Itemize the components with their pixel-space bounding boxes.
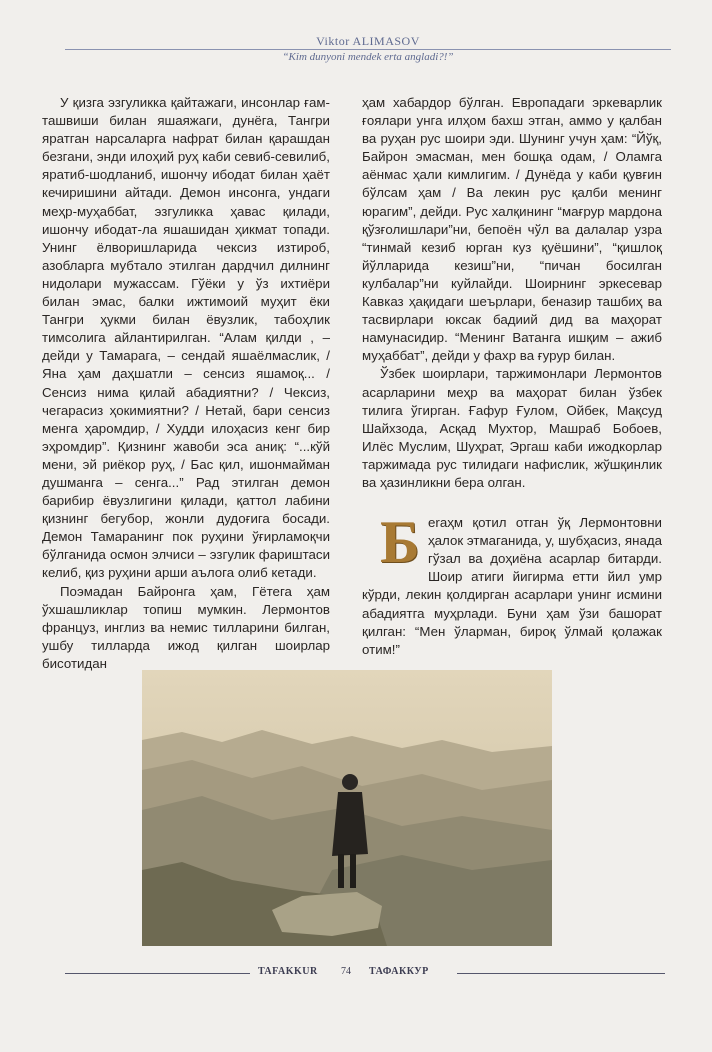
right-paragraph-2: Ўзбек шоирлари, таржимонлари Лермонтов асарларини меҳр ва маҳорат билан ўзбек тилига ўгирган. Ғафур Ғулом, Ойбек, Мақсуд Шайхзода, Асқад Мухтор, Машраб Бобоев, Илёс Муслим, Шуҳрат, Эргаш каби ижодкорлар таржимада рус тилидаги нафислик, жўшқинлик ва ҳазинликни бера олган. [362, 366, 662, 490]
footer-journal-latin: TAFAKKUR [258, 966, 318, 977]
drop-cap: Б [380, 509, 420, 576]
right-paragraph-1: ҳам хабардор бўлган. Европадаги эркеварлик ғоялари унга илҳом бахш этган, аммо у қалбан ва руҳан рус шоири эди. Шунинг учун ҳам: “Йўқ, Байрон эмасман, мен бошқа одам, / Оламга аёнмас ҳали кимлигим. / Дунёда у каби қувғин бўлсам ҳам / Ва лекин рус қалби менинг юрагим”, дейди. Рус халқининг “мағрур мардона қўзғолишлари”ни, бепоён чўл ва далалар узра “тинмай кезиб юрган куз қуёшини”, “қишлоқ йўлларида кезиш”ни, “пичан босилган кулбалар”ни куйлайди. Шоирнинг эркесевар Кавказ ҳақидаги шеърлари, беназир ташбиҳ ва тасвирлари юксак бадиий дид ва маҳорат намунасидир. “Менинг Ватанга ишқим – ажиб муҳаббат”, дейди у фахр ва ғурур билан. [362, 95, 662, 364]
landscape-photo [142, 670, 552, 946]
right-column [362, 94, 662, 659]
header-subtitle: “Kim dunyoni mendek erta angladi?!” [282, 51, 454, 63]
left-column [42, 94, 330, 673]
left-paragraph-1: У қизга эзгуликка қайтажаги, инсонлар ғам-ташвиши билан яшаяжаги, дунёга, Тангри яратган нарсаларга нафрат билан қарашдан безгани, энди илоҳий руҳ каби севиб-севилиб, яратиб-шодланиб, ишончу ибодат билан ҳаёт кечиришини айтади. Демон инсонга, ундаги меҳр-муҳаббат, эзгуликка ҳавас қилади, ишончу ибодат-ла яшашидан ҳикмат топади. Унинг ёлворишларида чексиз изтироб, азобларга мубтало этилган дардчил дилнинг нидолари мужассам. Гўёки у ўз ихтиёри билан эмас, балки ижтимоий муҳит ёки Тангри ҳукми билан ёвузлик, табоҳлик тимсолига айлантирилган. “Алам қилди , – дейди у Тамарага, – сендай яшаёлмаслик, / Яна ҳам даҳшатли – сенсиз яшамоқ... / Сенсиз нима қилай абадиятни? / Чексиз, чегарасиз ҳокимиятни? / Нетай, бари сенсиз менга ҳаромдир, / Худди илоҳасиз кенг бир эҳромдир”. Қизнинг жавоби эса аниқ: “...кўй мени, эй риёкор руҳ, / Бас қил, ишонмайман душманга – сенга...” Рад этилган демон барибир ёвузлигини қилади, қаттол лабини қизнинг бегубор, жонли дудоғига босади. Демон Тамаранинг пок руҳини ўғирламоқчи бўлганида осмон элчиси – эзгулик фариштаси келиб, қиз руҳини арши аълога олиб кетади. [42, 95, 330, 581]
page-number: 74 [341, 966, 351, 977]
right-paragraph-3 [362, 509, 662, 659]
footer-rule-right [457, 973, 665, 974]
header-author: Viktor ALIMASOV [316, 34, 420, 48]
footer-journal-cyrillic: ТАФАККУР [369, 966, 429, 977]
running-header [65, 34, 671, 64]
right-paragraph-3-text: еraҳм қотил отган ўқ Лермонтовни ҳалок этмаганида, у, шубҳасиз, янада гўзал ва доҳиёна асарлар битарди. Шоир атиги йигирма етти йил умр кўрди, лекин қолдирган асарлари унинг исмини абадиятга муҳрлади. Буни ҳам ўзи башорат қилган: “Мен ўларман, бироқ ўлмай қолажак отим!” [362, 515, 662, 657]
page-footer [65, 966, 665, 980]
left-paragraph-2: Поэмадан Байронга ҳам, Гётега ҳам ўхшашликлар топиш мумкин. Лермонтов француз, инглиз ва немис тилларини билган, ушбу тилларда ижод қилган шоирлар бисотидан [42, 583, 330, 671]
footer-rule-left [65, 973, 250, 974]
header-rule [65, 49, 671, 50]
photo-illustration [142, 670, 552, 946]
